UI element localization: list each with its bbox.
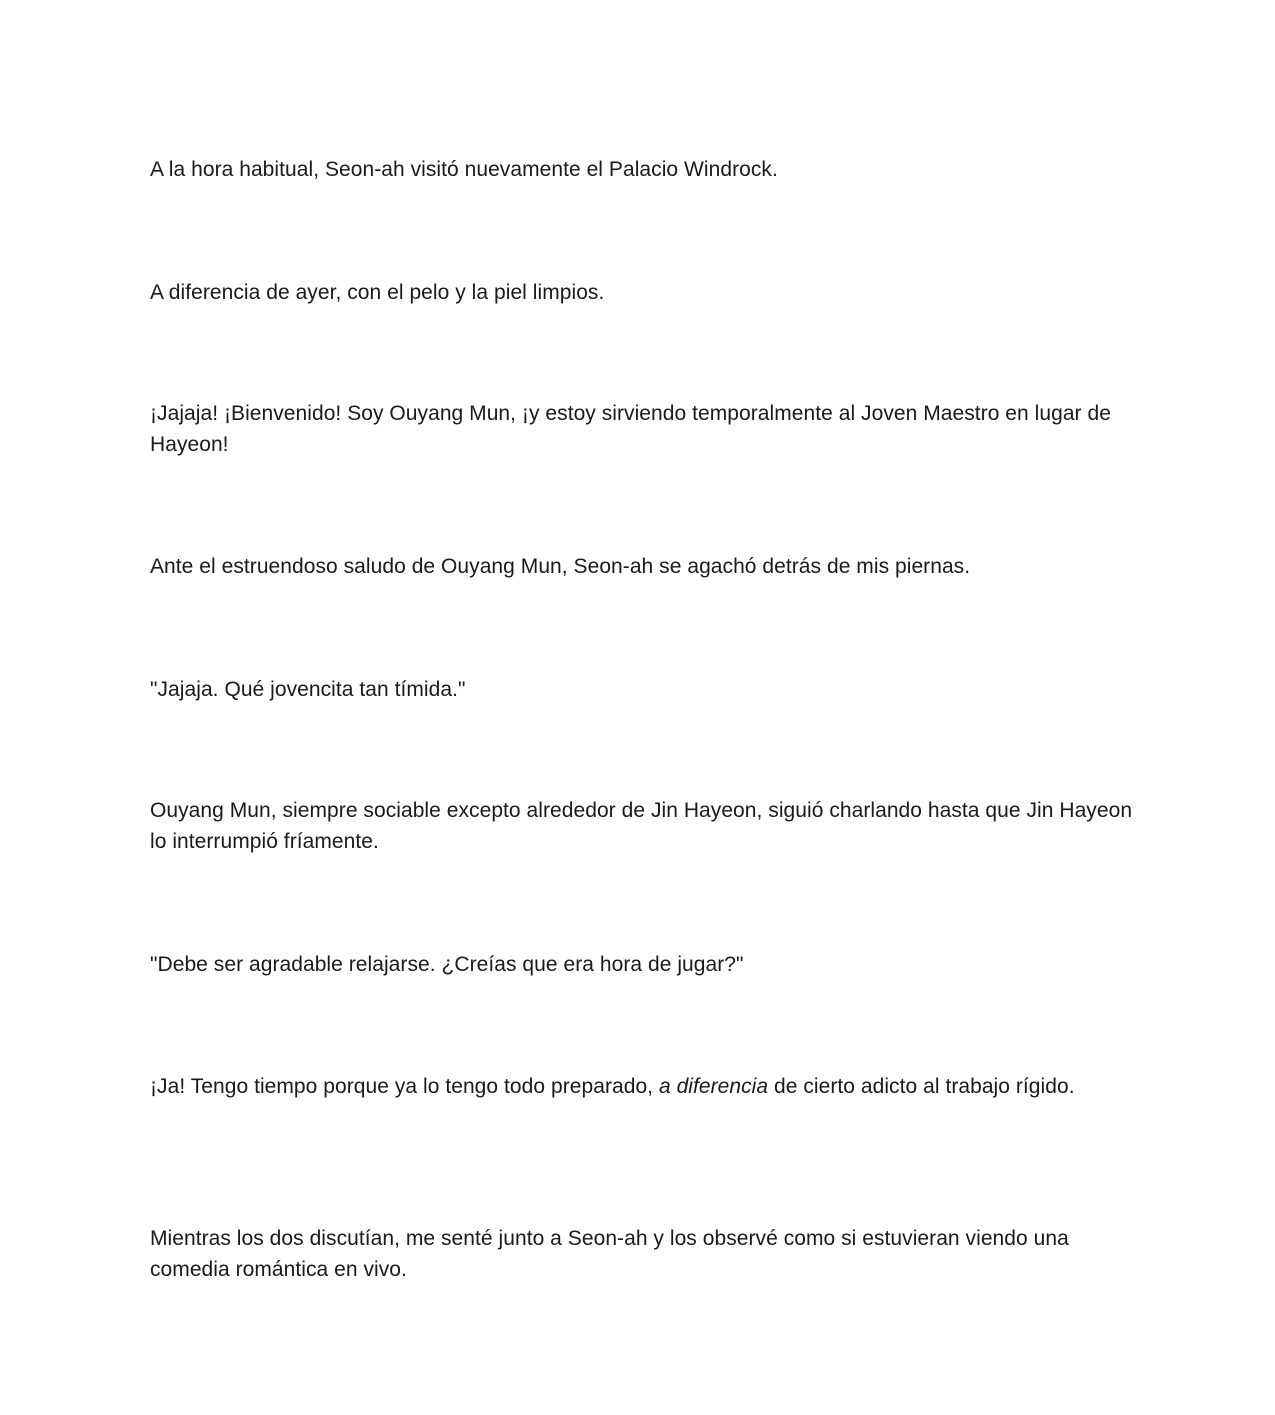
- paragraph: Ante el estruendoso saludo de Ouyang Mun, Seon-ah se agachó detrás de mis piernas.: [150, 555, 971, 578]
- paragraph-text-before: ¡Ja! Tengo tiempo porque ya lo tengo todo preparado,: [150, 1075, 659, 1098]
- paragraph-dialogue: "Jajaja. Qué jovencita tan tímida.": [150, 678, 466, 701]
- paragraph: A la hora habitual, Seon-ah visitó nuevamente el Palacio Windrock.: [150, 158, 778, 181]
- paragraph-dialogue: "Debe ser agradable relajarse. ¿Creías que era hora de jugar?": [150, 953, 744, 976]
- paragraph: A diferencia de ayer, con el pelo y la piel limpios.: [150, 281, 605, 304]
- paragraph: Ouyang Mun, siempre sociable excepto alrededor de Jin Hayeon, siguió charlando hasta que Jin Hayeon lo interrumpió fríamente.: [150, 799, 1133, 853]
- paragraph-text-after: de cierto adicto al trabajo rígido.: [768, 1075, 1075, 1098]
- paragraph-with-emphasis: [150, 1071, 1140, 1102]
- paragraph: Mientras los dos discutían, me senté junto a Seon-ah y los observé como si estuvieran viendo una comedia romántica en vivo.: [150, 1227, 1069, 1281]
- emphasized-text: a diferencia: [658, 1075, 769, 1098]
- paragraph: ¡Jajaja! ¡Bienvenido! Soy Ouyang Mun, ¡y estoy sirviendo temporalmente al Joven Maestro en lugar de Hayeon!: [150, 402, 1111, 456]
